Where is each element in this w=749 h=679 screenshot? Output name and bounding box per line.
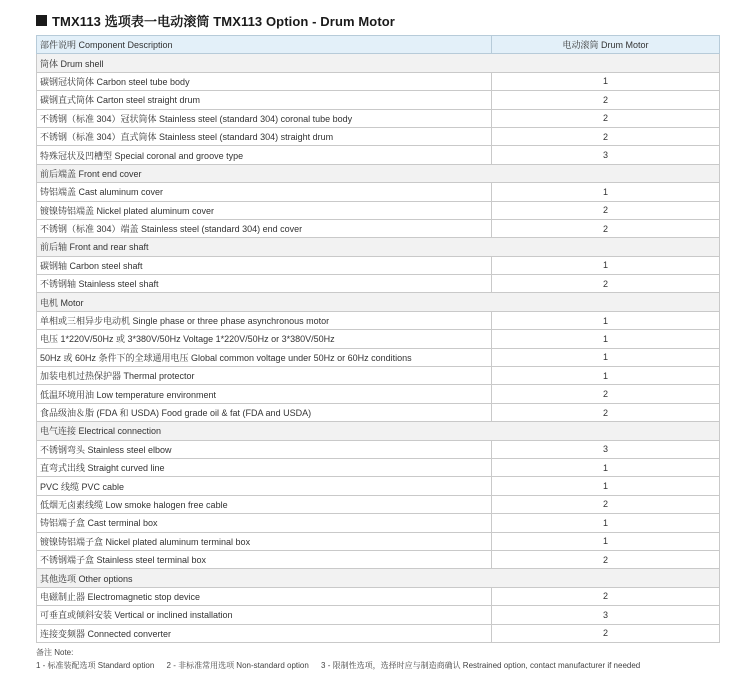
component-description: 不锈钢（标准 304）直式筒体 Stainless steel (standard 304) straight drum <box>37 127 492 145</box>
option-level: 3 <box>492 440 720 458</box>
table-row <box>37 532 720 550</box>
component-description: 电压 1*220V/50Hz 或 3*380V/50Hz Voltage 1*220V/50Hz or 3*380V/50Hz <box>37 330 492 348</box>
component-description: 直弯式出线 Straight curved line <box>37 458 492 476</box>
table-row <box>37 311 720 329</box>
section-header-row <box>37 54 720 72</box>
option-level: 1 <box>492 477 720 495</box>
table-row <box>37 587 720 605</box>
table-row <box>37 403 720 421</box>
component-description: PVC 线缆 PVC cable <box>37 477 492 495</box>
option-level: 2 <box>492 127 720 145</box>
option-level: 2 <box>492 201 720 219</box>
notes-items <box>36 659 650 672</box>
component-description: 不锈钢轴 Stainless steel shaft <box>37 275 492 293</box>
option-level: 2 <box>492 403 720 421</box>
table-row <box>37 606 720 624</box>
option-level: 2 <box>492 587 720 605</box>
component-description: 铸铝端盖 Cast aluminum cover <box>37 183 492 201</box>
table-row <box>37 624 720 642</box>
section-title: 其他选项 Other options <box>37 569 720 587</box>
option-level: 2 <box>492 91 720 109</box>
component-description: 电磁制止器 Electromagnetic stop device <box>37 587 492 605</box>
note-item: 1 - 标准装配选项 Standard option <box>36 661 155 670</box>
square-bullet-icon <box>36 15 47 26</box>
note-item: 3 - 限制性选项，选择时应与制造商确认 Restrained option, contact manufacturer if needed <box>321 661 641 670</box>
component-description: 镀镍铸铝端盖 Nickel plated aluminum cover <box>37 201 492 219</box>
option-level: 2 <box>492 219 720 237</box>
option-level: 1 <box>492 330 720 348</box>
table-row <box>37 440 720 458</box>
option-level: 1 <box>492 348 720 366</box>
option-level: 1 <box>492 367 720 385</box>
table-row <box>37 330 720 348</box>
option-level: 1 <box>492 183 720 201</box>
table-header-row <box>37 36 720 54</box>
table-body <box>37 54 720 643</box>
section-title: 电气连接 Electrical connection <box>37 422 720 440</box>
component-description: 特殊冠状及凹槽型 Special coronal and groove type <box>37 146 492 164</box>
component-description: 连接变频器 Connected converter <box>37 624 492 642</box>
component-description: 50Hz 或 60Hz 条件下的全球通用电压 Global common voltage under 50Hz or 60Hz conditions <box>37 348 492 366</box>
table-row <box>37 127 720 145</box>
table-row <box>37 477 720 495</box>
component-description: 食品级油＆脂 (FDA 和 USDA) Food grade oil & fat (FDA and USDA) <box>37 403 492 421</box>
table-row <box>37 514 720 532</box>
option-level: 1 <box>492 72 720 90</box>
component-description: 低烟无卤素线缆 Low smoke halogen free cable <box>37 495 492 513</box>
option-level: 2 <box>492 550 720 568</box>
table-row <box>37 72 720 90</box>
component-description: 单相或三相异步电动机 Single phase or three phase asynchronous motor <box>37 311 492 329</box>
component-description: 碳钢轴 Carbon steel shaft <box>37 256 492 274</box>
header-component-description: 部件说明 Component Description <box>37 36 492 54</box>
component-description: 不锈钢（标准 304）冠状筒体 Stainless steel (standard 304) coronal tube body <box>37 109 492 127</box>
section-title: 前后端盖 Front end cover <box>37 164 720 182</box>
section-header-row <box>37 164 720 182</box>
table-row <box>37 91 720 109</box>
option-level: 2 <box>492 109 720 127</box>
section-title: 电机 Motor <box>37 293 720 311</box>
table-row <box>37 275 720 293</box>
table-row <box>37 367 720 385</box>
page-title <box>36 10 395 30</box>
section-title: 筒体 Drum shell <box>37 54 720 72</box>
table-row <box>37 201 720 219</box>
component-description: 不锈钢（标准 304）端盖 Stainless steel (standard 304) end cover <box>37 219 492 237</box>
option-level: 1 <box>492 311 720 329</box>
component-description: 低温环境用油 Low temperature environment <box>37 385 492 403</box>
table-row <box>37 550 720 568</box>
component-description: 镀镍铸铝端子盒 Nickel plated aluminum terminal box <box>37 532 492 550</box>
table-row <box>37 109 720 127</box>
notes-label: 备注 Note: <box>36 648 74 657</box>
section-title: 前后轴 Front and rear shaft <box>37 238 720 256</box>
section-header-row <box>37 293 720 311</box>
table-row <box>37 146 720 164</box>
option-level: 2 <box>492 495 720 513</box>
table-row <box>37 348 720 366</box>
option-level: 2 <box>492 624 720 642</box>
table-row <box>37 183 720 201</box>
header-drum-motor: 电动滚筒 Drum Motor <box>492 36 720 54</box>
option-level: 1 <box>492 532 720 550</box>
option-level: 2 <box>492 385 720 403</box>
table-row <box>37 495 720 513</box>
table-row <box>37 256 720 274</box>
component-description: 加装电机过热保护器 Thermal protector <box>37 367 492 385</box>
component-description: 不锈钢弯头 Stainless steel elbow <box>37 440 492 458</box>
option-level: 3 <box>492 606 720 624</box>
option-level: 3 <box>492 146 720 164</box>
option-table <box>36 35 720 643</box>
component-description: 可垂直或倾斜安装 Vertical or inclined installation <box>37 606 492 624</box>
component-description: 铸铝端子盒 Cast terminal box <box>37 514 492 532</box>
section-header-row <box>37 238 720 256</box>
component-description: 不锈钢端子盒 Stainless steel terminal box <box>37 550 492 568</box>
option-level: 2 <box>492 275 720 293</box>
table-row <box>37 219 720 237</box>
section-header-row <box>37 422 720 440</box>
option-level: 1 <box>492 256 720 274</box>
component-description: 碳钢直式筒体 Carton steel straight drum <box>37 91 492 109</box>
table-row <box>37 385 720 403</box>
page-title-text: TMX113 选项表一电动滚筒 TMX113 Option - Drum Motor <box>52 13 395 29</box>
option-level: 1 <box>492 514 720 532</box>
table-row <box>37 458 720 476</box>
component-description: 碳钢冠状筒体 Carbon steel tube body <box>37 72 492 90</box>
section-header-row <box>37 569 720 587</box>
option-level: 1 <box>492 458 720 476</box>
notes <box>36 646 650 672</box>
note-item: 2 - 非标准常用选项 Non-standard option <box>166 661 309 670</box>
